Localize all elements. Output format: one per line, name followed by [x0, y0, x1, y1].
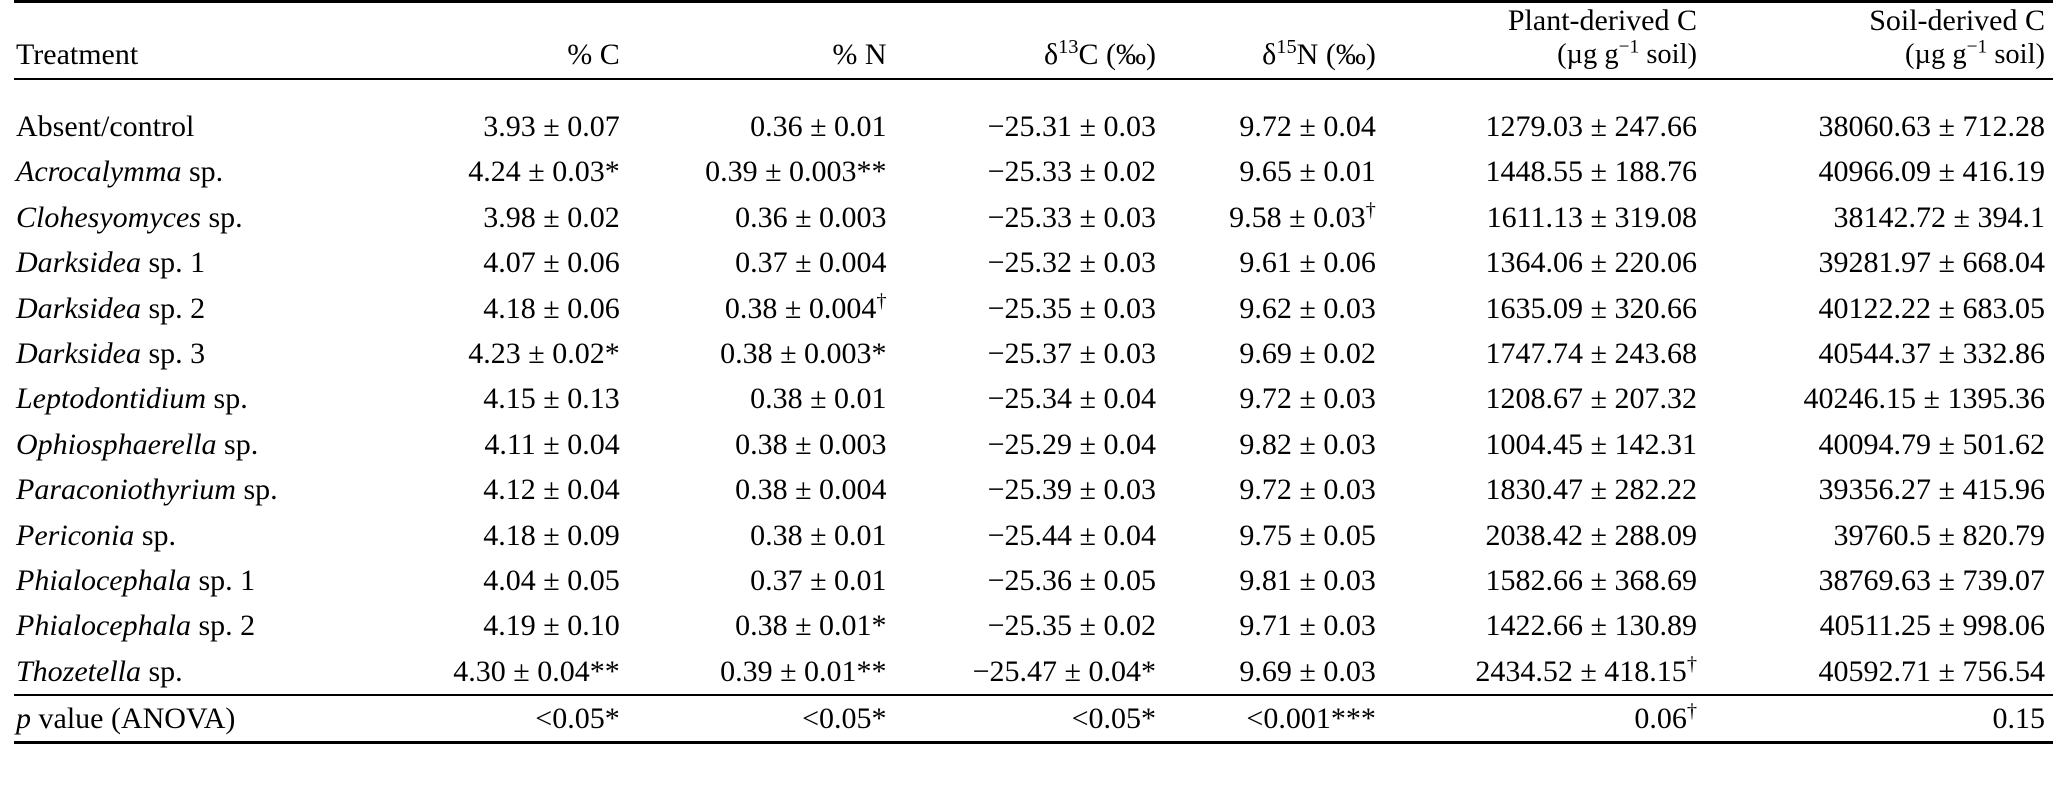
- cell-pct-c: 4.23 ± 0.02*: [468, 336, 620, 370]
- cell-d15n: 9.69 ± 0.02: [1239, 336, 1376, 370]
- column-header-treatment: Treatment: [16, 37, 139, 71]
- cell-treatment: Thozetella sp.: [16, 654, 183, 688]
- table-row: [14, 603, 2053, 648]
- table-row: [14, 149, 2053, 194]
- cell-soil-c: 38142.72 ± 394.1: [1833, 200, 2045, 234]
- cell-treatment: Darksidea sp. 3: [16, 336, 206, 370]
- cell-treatment: Phialocephala sp. 2: [16, 609, 256, 643]
- table-row: [14, 331, 2053, 376]
- cell-soil-c: 39760.5 ± 820.79: [1833, 518, 2045, 552]
- cell-d13c: −25.39 ± 0.03: [987, 473, 1156, 507]
- cell-soil-c: 39356.27 ± 415.96: [1818, 473, 2045, 507]
- cell-anova-pct-c: <0.05*: [535, 702, 620, 736]
- cell-d13c: −25.31 ± 0.03: [987, 110, 1156, 144]
- cell-pct-c: 4.18 ± 0.09: [483, 518, 620, 552]
- cell-treatment: Absent/control: [16, 110, 195, 144]
- table-row: [14, 649, 2053, 695]
- cell-pct-c: 3.98 ± 0.02: [483, 200, 620, 234]
- results-table: [14, 0, 2053, 744]
- table-row: [14, 286, 2053, 331]
- cell-pct-c: 4.07 ± 0.06: [483, 246, 620, 280]
- cell-pct-n: 0.38 ± 0.01: [750, 518, 887, 552]
- cell-plant-c: 1448.55 ± 188.76: [1485, 155, 1698, 189]
- table-row: [14, 558, 2053, 603]
- table-row: [14, 195, 2053, 240]
- cell-plant-c: 2038.42 ± 288.09: [1485, 518, 1698, 552]
- cell-anova-pct-n: <0.05*: [802, 702, 887, 736]
- cell-pct-n: 0.37 ± 0.01: [750, 563, 887, 597]
- cell-plant-c: 1582.66 ± 368.69: [1485, 563, 1698, 597]
- cell-pct-c: 4.30 ± 0.04**: [453, 654, 620, 688]
- cell-anova-d13c: <0.05*: [1071, 702, 1156, 736]
- column-header-plant-derived-c: Plant-derived C (µg $g^{-1}$ soil): [1384, 2, 1705, 80]
- cell-d15n: 9.71 ± 0.03: [1239, 609, 1376, 643]
- table-row: [14, 376, 2053, 421]
- cell-soil-c: 40122.22 ± 683.05: [1818, 291, 2045, 325]
- cell-treatment: Darksidea sp. 1: [16, 246, 206, 280]
- cell-d15n: 9.82 ± 0.03: [1239, 427, 1376, 461]
- cell-d13c: −25.44 ± 0.04: [987, 518, 1156, 552]
- soil-c-units: (µg $g^{-1}$ soil): [1905, 36, 2045, 71]
- cell-soil-c: 38060.63 ± 712.28: [1818, 110, 2045, 144]
- cell-pct-n: 0.38 ± 0.004†: [724, 289, 887, 325]
- cell-pct-c: 4.24 ± 0.03*: [468, 155, 620, 189]
- cell-pct-c: 3.93 ± 0.07: [483, 110, 620, 144]
- cell-treatment: Phialocephala sp. 1: [16, 563, 256, 597]
- cell-d13c: −25.33 ± 0.02: [987, 155, 1156, 189]
- cell-d15n: 9.72 ± 0.03: [1239, 382, 1376, 416]
- cell-d13c: −25.29 ± 0.04: [987, 427, 1156, 461]
- d15n-label: $\delta^{15}N$ (‰): [1262, 35, 1376, 71]
- cell-plant-c: 1364.06 ± 220.06: [1485, 246, 1698, 280]
- cell-pct-n: 0.38 ± 0.003: [735, 427, 887, 461]
- cell-d13c: −25.32 ± 0.03: [987, 246, 1156, 280]
- cell-pct-c: 4.04 ± 0.05: [483, 563, 620, 597]
- cell-plant-c: 1611.13 ± 319.08: [1486, 200, 1698, 234]
- cell-treatment: Acrocalymma sp.: [16, 155, 224, 189]
- cell-treatment: Darksidea sp. 2: [16, 291, 206, 325]
- cell-pct-c: 4.18 ± 0.06: [483, 291, 620, 325]
- cell-d15n: 9.61 ± 0.06: [1239, 246, 1376, 280]
- cell-anova-soil-c: 0.15: [1992, 702, 2045, 736]
- cell-plant-c: 1747.74 ± 243.68: [1485, 336, 1698, 370]
- cell-plant-c: 2434.52 ± 418.15†: [1475, 652, 1698, 688]
- column-header-d13c: [895, 2, 1164, 80]
- cell-plant-c: 1422.66 ± 130.89: [1485, 609, 1698, 643]
- cell-d13c: −25.35 ± 0.03: [987, 291, 1156, 325]
- header-row: [14, 2, 2053, 80]
- cell-d15n: 9.65 ± 0.01: [1239, 155, 1376, 189]
- cell-d13c: −25.34 ± 0.04: [987, 382, 1156, 416]
- cell-soil-c: 40544.37 ± 332.86: [1818, 336, 2045, 370]
- cell-pct-n: 0.39 ± 0.01**: [720, 654, 887, 688]
- cell-soil-c: 38769.63 ± 739.07: [1818, 563, 2045, 597]
- cell-plant-c: 1279.03 ± 247.66: [1485, 110, 1698, 144]
- cell-d13c: −25.36 ± 0.05: [987, 563, 1156, 597]
- table-row: [14, 467, 2053, 512]
- table-row: [14, 422, 2053, 467]
- cell-pct-c: 4.19 ± 0.10: [483, 609, 620, 643]
- cell-d15n: 9.62 ± 0.03: [1239, 291, 1376, 325]
- cell-treatment: Paraconiothyrium sp.: [16, 473, 278, 507]
- cell-soil-c: 40094.79 ± 501.62: [1818, 427, 2045, 461]
- cell-plant-c: 1208.67 ± 207.32: [1485, 382, 1698, 416]
- cell-pct-n: 0.39 ± 0.003**: [705, 155, 887, 189]
- column-header-d15n: [1164, 2, 1384, 80]
- cell-pct-n: 0.38 ± 0.004: [735, 473, 887, 507]
- cell-pct-c: 4.15 ± 0.13: [483, 382, 620, 416]
- cell-d13c: −25.47 ± 0.04*: [972, 654, 1156, 688]
- spacer-row: [14, 79, 2053, 104]
- cell-treatment: Leptodontidium sp.: [16, 382, 248, 416]
- cell-plant-c: 1004.45 ± 142.31: [1485, 427, 1698, 461]
- column-header-pct-n: % N: [832, 37, 887, 71]
- cell-d15n: 9.69 ± 0.03: [1239, 654, 1376, 688]
- cell-treatment: Ophiosphaerella sp.: [16, 427, 259, 461]
- cell-soil-c: 39281.97 ± 668.04: [1818, 246, 2045, 280]
- cell-d15n: 9.58 ± 0.03†: [1229, 198, 1376, 234]
- cell-soil-c: 40246.15 ± 1395.36: [1803, 382, 2045, 416]
- cell-d13c: −25.37 ± 0.03: [987, 336, 1156, 370]
- cell-d15n: 9.72 ± 0.04: [1239, 110, 1376, 144]
- table-body: [14, 79, 2053, 743]
- cell-treatment: Clohesyomyces sp.: [16, 200, 243, 234]
- cell-pct-n: 0.38 ± 0.01: [750, 382, 887, 416]
- cell-anova-plant-c: 0.06†: [1634, 700, 1698, 736]
- anova-summary-row: [14, 695, 2053, 743]
- column-header-soil-derived-c: Soil-derived C (µg $g^{-1}$ soil): [1705, 2, 2053, 80]
- cell-pct-n: 0.36 ± 0.01: [750, 110, 887, 144]
- cell-soil-c: 40966.09 ± 416.19: [1818, 155, 2045, 189]
- cell-pct-n: 0.38 ± 0.01*: [735, 609, 887, 643]
- cell-anova-label: p value (ANOVA): [16, 702, 236, 736]
- cell-soil-c: 40511.25 ± 998.06: [1819, 609, 2045, 643]
- column-header-pct-c: % C: [567, 37, 620, 71]
- cell-pct-n: 0.37 ± 0.004: [735, 246, 887, 280]
- plant-c-units: (µg $g^{-1}$ soil): [1557, 36, 1698, 71]
- cell-treatment: Periconia sp.: [16, 518, 176, 552]
- cell-soil-c: 40592.71 ± 756.54: [1818, 654, 2045, 688]
- cell-pct-c: 4.11 ± 0.04: [484, 427, 620, 461]
- cell-pct-n: 0.38 ± 0.003*: [720, 336, 887, 370]
- table-row: [14, 104, 2053, 149]
- cell-plant-c: 1635.09 ± 320.66: [1485, 291, 1698, 325]
- cell-d15n: 9.81 ± 0.03: [1239, 563, 1376, 597]
- cell-pct-n: 0.36 ± 0.003: [735, 200, 887, 234]
- cell-anova-d15n: <0.001***: [1246, 702, 1376, 736]
- table-row: [14, 513, 2053, 558]
- table-header: [14, 2, 2053, 80]
- cell-pct-c: 4.12 ± 0.04: [483, 473, 620, 507]
- cell-d13c: −25.33 ± 0.03: [987, 200, 1156, 234]
- table-row: [14, 240, 2053, 285]
- cell-d15n: 9.72 ± 0.03: [1239, 473, 1376, 507]
- cell-plant-c: 1830.47 ± 282.22: [1485, 473, 1698, 507]
- cell-d15n: 9.75 ± 0.05: [1239, 518, 1376, 552]
- cell-d13c: −25.35 ± 0.02: [987, 609, 1156, 643]
- d13c-label: $\delta^{13}C$ (‰): [1043, 35, 1156, 71]
